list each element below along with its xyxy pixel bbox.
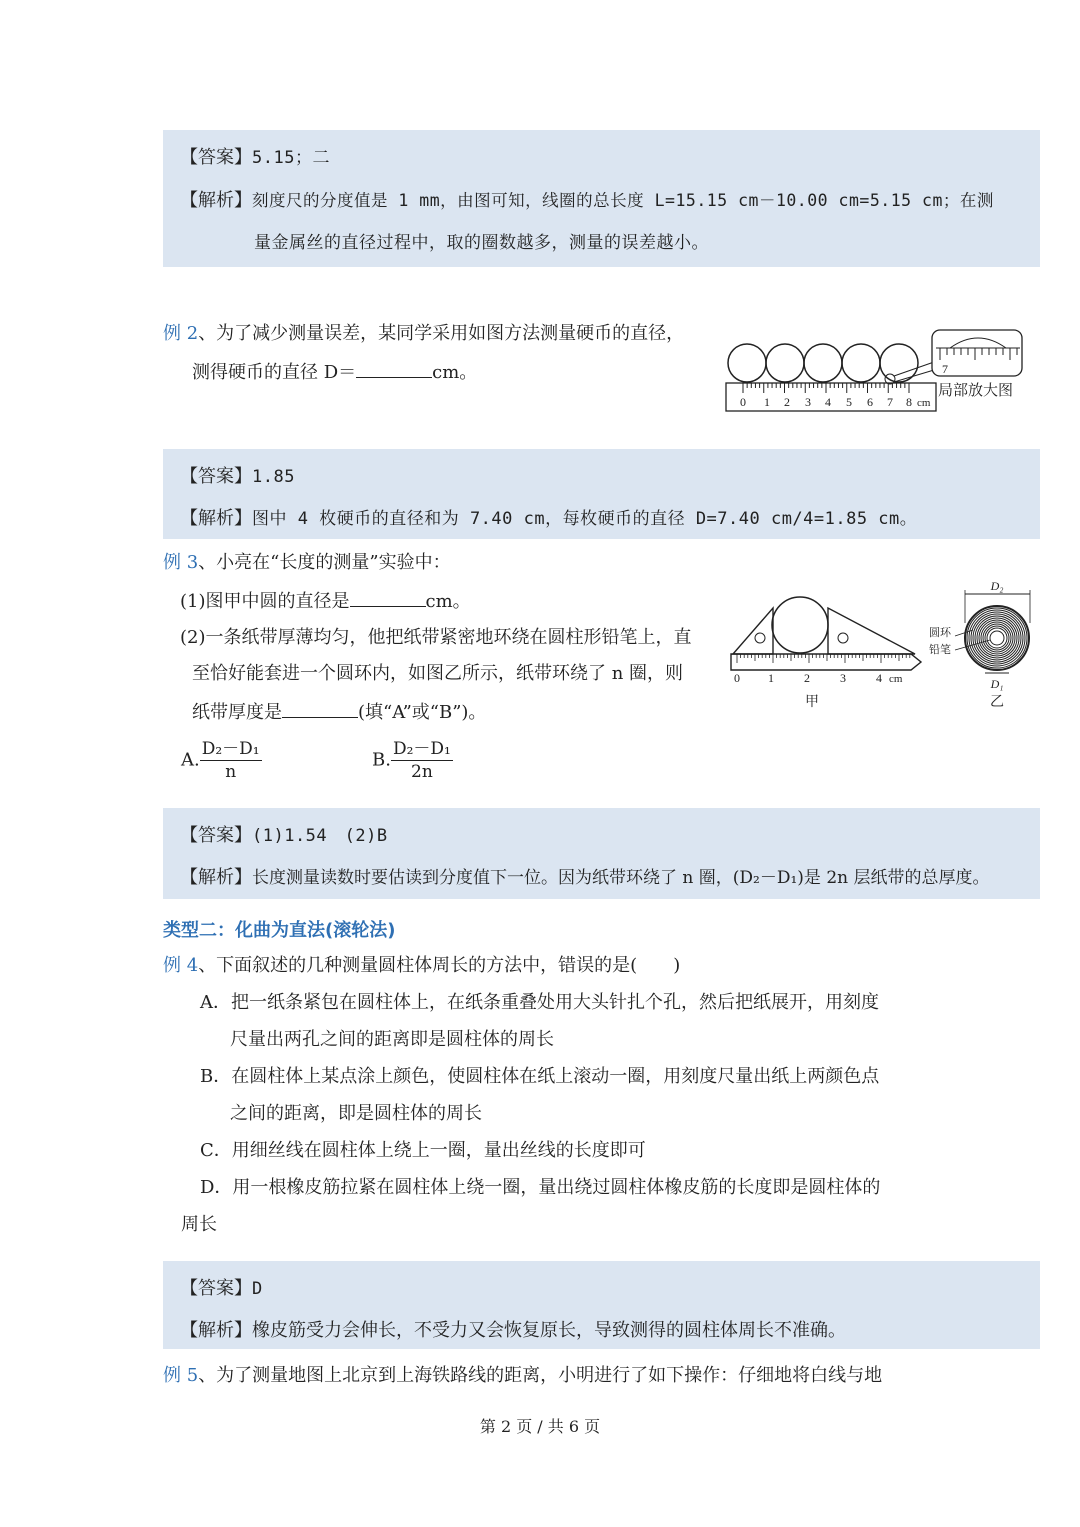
- tick-label: 5: [846, 395, 852, 409]
- ruler-labels: [740, 395, 931, 409]
- ex2-label: 例 2: [163, 323, 199, 344]
- answer-blank[interactable]: [350, 588, 426, 607]
- unit-label: cm: [917, 397, 931, 409]
- section-title: 类型二：化曲为直法(滚轮法): [163, 920, 396, 941]
- ex3-q1: (1)图甲中圆的直径是 cm。: [180, 588, 471, 614]
- tick-label: 6: [867, 395, 873, 409]
- ex5-label: 例 5: [163, 1365, 199, 1386]
- ex2-question-line2: 测得硬币的直径 D＝ cm。: [192, 359, 477, 385]
- d1-label: D₁: [990, 677, 1004, 691]
- ex3-intro: 例 3、小亮在“长度的测量”实验中：: [163, 552, 451, 573]
- tick-label: 8: [906, 395, 912, 409]
- answer-blank[interactable]: [356, 359, 432, 378]
- tick-label: 7: [887, 395, 893, 409]
- ex4-option-d-line1[interactable]: D．用一根橡皮筋拉紧在圆柱体上绕一圈，量出绕过圆柱体橡皮筋的长度即是圆柱体的: [200, 1177, 881, 1198]
- ex3-q2-line3: 纸带厚度是 (填“A”或“B”)。: [192, 699, 486, 725]
- measured-circle: [772, 597, 828, 653]
- d2-label: D₂: [990, 579, 1004, 593]
- tick-label: 3: [805, 395, 811, 409]
- triangle-right: [828, 608, 915, 654]
- ex4-option-d-line2: 周长: [181, 1214, 217, 1235]
- tick-label: 0: [740, 395, 746, 409]
- tick-label: 1: [768, 671, 774, 685]
- zoom-tick-label: 7: [942, 362, 948, 376]
- ex3-label: 例 3: [163, 552, 199, 573]
- ex4-option-b-line1[interactable]: B．在圆柱体上某点涂上颜色，使圆柱体在纸上滚动一圈，用刻度尺量出纸上两颜色点: [200, 1066, 880, 1087]
- ex4-option-b-line2: 之间的距离，即是圆柱体的周长: [230, 1103, 482, 1124]
- unit-label: cm: [889, 673, 903, 685]
- tick-label: 4: [825, 395, 831, 409]
- answer-blank[interactable]: [282, 699, 358, 718]
- ruler-ticks: [743, 383, 909, 393]
- answer-line-ex2: 【答案】1.85: [180, 466, 295, 487]
- tick-label: 3: [840, 671, 846, 685]
- pencil-circle: [990, 631, 1004, 645]
- answer-line-ex3: 【答案】(1)1.54 (2)B: [180, 825, 388, 846]
- caption-jia: 甲: [805, 695, 819, 710]
- coins-ruler-figure: [722, 326, 1027, 414]
- ruler-jia-ticks: [737, 654, 910, 663]
- analysis-line-ex3: 【解析】长度测量读数时要估读到分度值下一位。因为纸带环绕了 n 圈，(D₂－D₁)是 2n 层纸带的总厚度。: [180, 867, 990, 888]
- ex4-option-a-line1[interactable]: A．把一纸条紧包在圆柱体上，在纸条重叠处用大头针扎个孔，然后把纸展开，用刻度: [200, 992, 879, 1013]
- ex3-option-a: A. $\frac{\text{D₂－D₁}}{n}$: [181, 739, 260, 782]
- coins: [728, 344, 918, 382]
- analysis-line1-ex1: 【解析】刻度尺的分度值是 1 mm，由图可知，线圈的总长度 L=15.15 cm－10.00 cm=5.15 cm；在测: [180, 190, 994, 211]
- triangle-left: [733, 608, 773, 654]
- tick-label: 2: [804, 671, 810, 685]
- fraction-a: $\frac{\text{D₂－D₁}}{n}$: [201, 739, 260, 782]
- ex5-question-line1: 例 5、为了测量地图上北京到上海铁路线的距离，小明进行了如下操作：仔细地将白线与地: [163, 1365, 883, 1386]
- ex3-q2-line1: (2)一条纸带厚薄均匀，他把纸带紧密地环绕在圆柱形铅笔上，直: [180, 627, 692, 648]
- ruler-jia-labels: [734, 671, 903, 685]
- tick-label: 0: [734, 671, 740, 685]
- figure-yi: [925, 578, 1043, 710]
- answer-line-ex1: 【答案】5.15；二: [180, 147, 330, 168]
- tick-label: 1: [764, 395, 770, 409]
- tick-label: 4: [876, 671, 882, 685]
- ex4-question: 例 4、下面叙述的几种测量圆柱体周长的方法中，错误的是( ): [163, 955, 681, 976]
- ex2-question-line1: 例 2、为了减少测量误差，某同学采用如图方法测量硬币的直径，: [163, 323, 685, 344]
- page-footer: 第 2 页 / 共 6 页: [479, 1417, 601, 1436]
- ex4-option-c[interactable]: C．用细丝线在圆柱体上绕上一圈，量出丝线的长度即可: [200, 1140, 646, 1161]
- caption-yi: 乙: [990, 695, 1004, 710]
- analysis-line2-ex1: 量金属丝的直径过程中，取的圈数越多，测量的误差越小。: [254, 233, 709, 253]
- zoom-label: 局部放大图: [938, 383, 1014, 399]
- ring-label: 圆环: [929, 627, 951, 639]
- figure-jia: [725, 592, 923, 712]
- ex4-option-a-line2: 尺量出两孔之间的距离即是圆柱体的周长: [230, 1029, 554, 1050]
- tick-label: 2: [784, 395, 790, 409]
- fraction-b: $\frac{\text{D₂－D₁}}{2n}$: [392, 739, 451, 782]
- answer-line-ex4: 【答案】D: [180, 1278, 263, 1299]
- zoom-connector: [894, 362, 934, 382]
- ex3-option-b: B. $\frac{\text{D₂－D₁}}{2n}$: [372, 739, 451, 782]
- ex3-q2-line2: 至恰好能套进一个圆环内，如图乙所示，纸带环绕了 n 圈，则: [192, 663, 684, 684]
- ruler-jia: [731, 654, 921, 670]
- analysis-line-ex4: 【解析】橡皮筋受力会伸长，不受力又会恢复原长，导致测得的圆柱体周长不准确。: [180, 1320, 846, 1341]
- analysis-line-ex2: 【解析】图中 4 枚硬币的直径和为 7.40 cm，每枚硬币的直径 D=7.40 cm/4=1.85 cm。: [180, 508, 918, 529]
- ex4-label: 例 4: [163, 955, 199, 976]
- pencil-label: 铅笔: [929, 644, 951, 656]
